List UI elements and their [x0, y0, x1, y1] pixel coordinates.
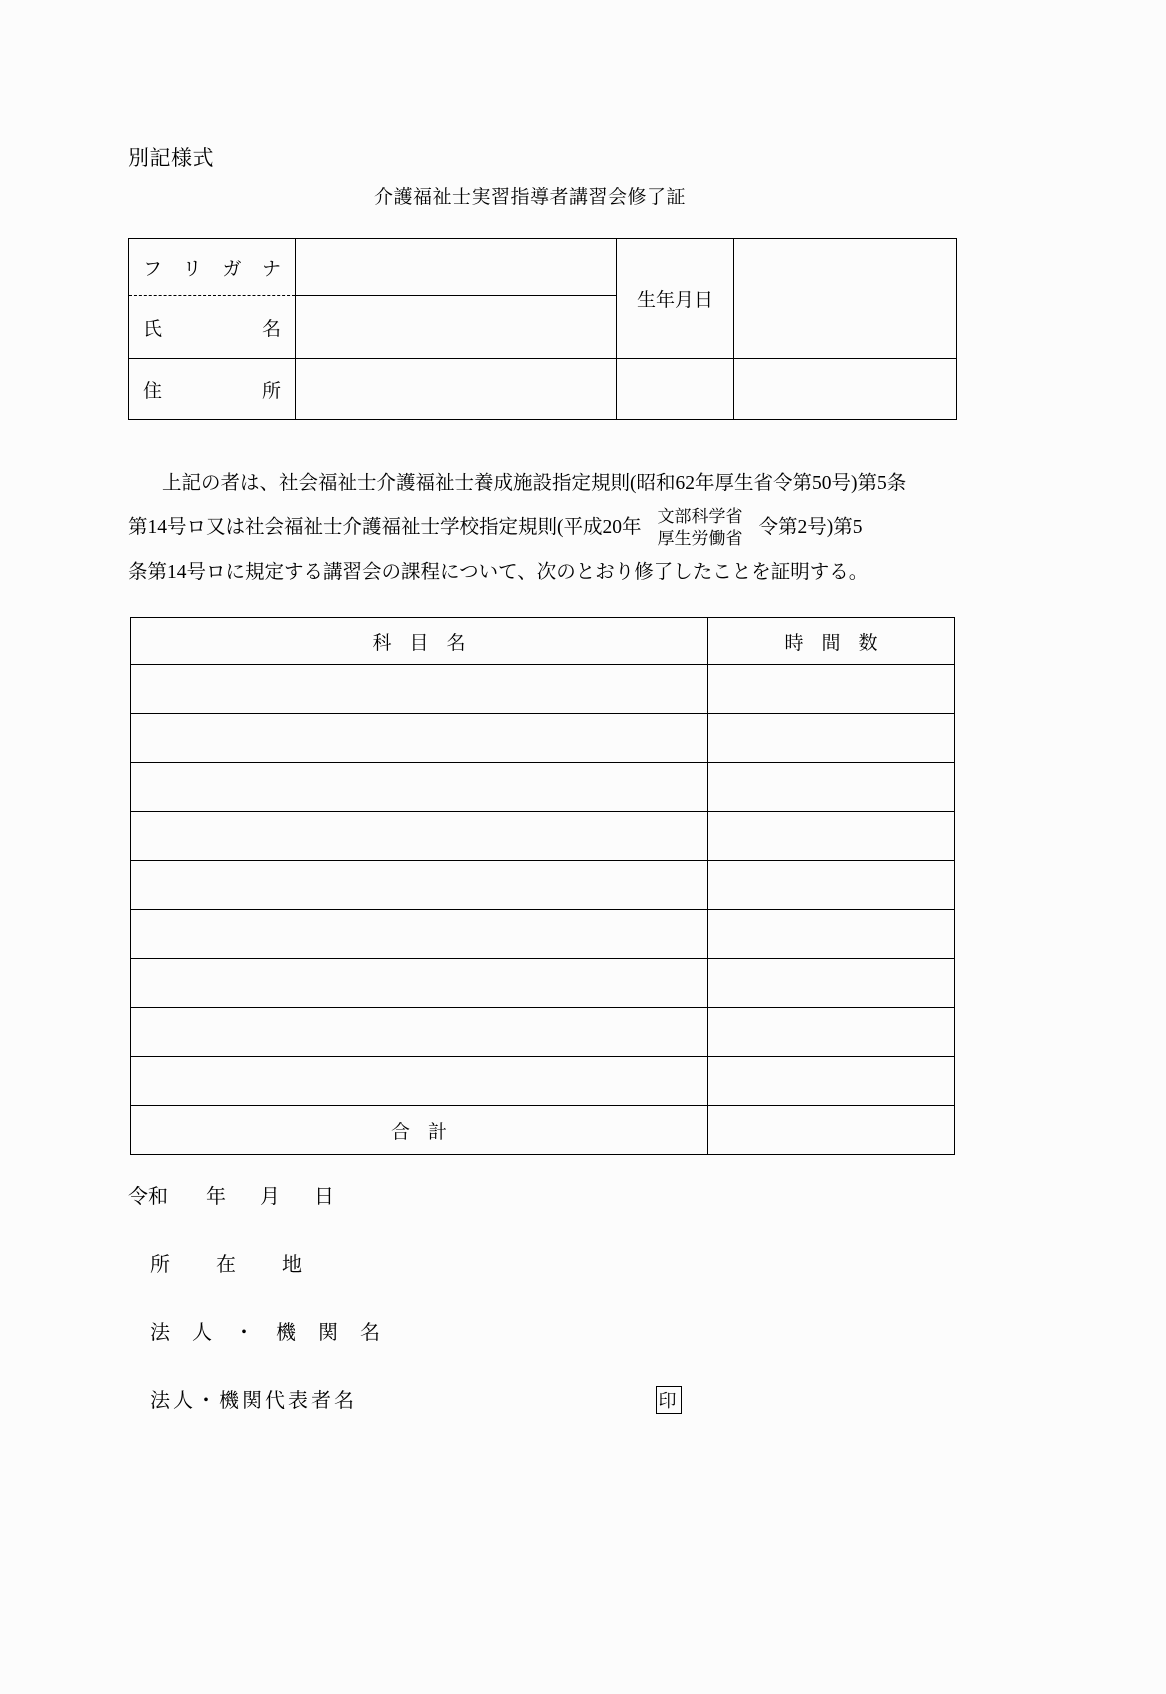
total-label-cell: [131, 1106, 708, 1155]
organization-line: [128, 1316, 958, 1384]
table-row-total: [131, 1106, 955, 1155]
document-title: 介護福祉士実習指導者講習会修了証: [373, 187, 686, 208]
location-line: [128, 1248, 958, 1316]
ministry-stack: [658, 506, 743, 550]
table-row: [131, 1057, 955, 1106]
table-header-row: [131, 618, 955, 665]
table-row: [131, 714, 955, 763]
dob-label-cell: [617, 239, 734, 359]
representative-line: [128, 1384, 958, 1452]
header-subject-name: [131, 618, 708, 665]
subjects-table-body: [131, 665, 955, 1155]
subject-cell[interactable]: [131, 1057, 708, 1106]
statement-line-3: 条第14号ロに規定する講習会の課程について、次のとおり修了したことを証明する。: [128, 561, 869, 583]
month-label: 月: [260, 1186, 280, 1208]
ministry-mext: 文部科学省: [657, 506, 743, 526]
address-label-cell: [129, 359, 296, 420]
org-label-3: ・: [234, 1322, 254, 1344]
signature-block: [128, 1180, 958, 1452]
address-label: 住 所: [143, 380, 281, 402]
subject-cell[interactable]: [131, 861, 708, 910]
statement-line-1: 上記の者は、社会福祉士介護福祉士養成施設指定規則(昭和62年厚生省令第50号)第5条: [162, 473, 907, 494]
furigana-value-cell[interactable]: [296, 239, 617, 296]
subject-cell[interactable]: [131, 959, 708, 1008]
hours-cell[interactable]: [708, 763, 955, 812]
day-label: 日: [314, 1186, 334, 1208]
statement-line-2-post: 令第2号)第5: [758, 517, 863, 538]
hours-cell[interactable]: [708, 861, 955, 910]
total-label: 合 計: [390, 1121, 448, 1143]
subject-cell[interactable]: [131, 714, 708, 763]
dob-value-cell[interactable]: [734, 239, 957, 359]
representative-label: 法人・機関代表者名: [150, 1390, 357, 1412]
header-hours-label: 時 間 数: [784, 632, 878, 654]
org-label-1: 法: [150, 1322, 170, 1344]
subject-cell[interactable]: [131, 1008, 708, 1057]
subject-cell[interactable]: [131, 665, 708, 714]
table-row: [131, 812, 955, 861]
statement-line-2-pre: 第14号ロ又は社会福祉士介護福祉士学校指定規則(平成20年: [128, 517, 642, 538]
date-line: [128, 1180, 958, 1248]
dob-label: 生年月日: [636, 290, 713, 311]
subjects-table: [130, 617, 955, 1155]
address-value-cell[interactable]: [296, 359, 617, 420]
year-label: 年: [206, 1186, 226, 1208]
hours-cell[interactable]: [708, 910, 955, 959]
seal-icon: 印: [656, 1386, 682, 1414]
hours-cell[interactable]: [708, 1008, 955, 1057]
name-label-cell: [129, 296, 296, 359]
hours-cell[interactable]: [708, 812, 955, 861]
furigana-label: フ リ ガ ナ: [143, 258, 281, 280]
table-row: [131, 861, 955, 910]
table-row-address: [129, 359, 957, 420]
furigana-label-cell: [129, 239, 296, 296]
subject-cell[interactable]: [131, 910, 708, 959]
identity-table: [128, 238, 957, 420]
hours-cell[interactable]: [708, 1057, 955, 1106]
table-row: [131, 910, 955, 959]
era-label: 令和: [128, 1186, 168, 1208]
table-row: [131, 763, 955, 812]
name-label: 氏 名: [143, 318, 281, 340]
name-value-cell[interactable]: [296, 296, 617, 359]
org-label-2: 人: [192, 1322, 212, 1344]
location-label-3: 地: [282, 1254, 302, 1276]
org-label-5: 関: [318, 1322, 338, 1344]
org-label-6: 名: [360, 1322, 380, 1344]
hours-cell[interactable]: [708, 665, 955, 714]
table-row-furigana: [129, 239, 957, 296]
certification-statement: [128, 462, 958, 595]
statement-line-2: [128, 506, 958, 551]
subject-cell[interactable]: [131, 763, 708, 812]
ministry-mhlw: 厚生労働省: [657, 528, 743, 548]
address-mid-cell: [617, 359, 734, 420]
subject-cell[interactable]: [131, 812, 708, 861]
org-label-4: 機: [276, 1322, 296, 1344]
table-row: [131, 665, 955, 714]
table-row: [131, 1008, 955, 1057]
address-extra-cell[interactable]: [734, 359, 957, 420]
location-label: 所: [150, 1254, 170, 1276]
location-label-2: 在: [216, 1254, 236, 1276]
hours-cell[interactable]: [708, 714, 955, 763]
header-hours: [708, 618, 955, 665]
total-hours-cell[interactable]: [708, 1106, 955, 1155]
hours-cell[interactable]: [708, 959, 955, 1008]
table-row: [131, 959, 955, 1008]
form-id-label: 別記様式: [128, 146, 214, 170]
header-subject-label: 科 目 名: [372, 632, 466, 654]
